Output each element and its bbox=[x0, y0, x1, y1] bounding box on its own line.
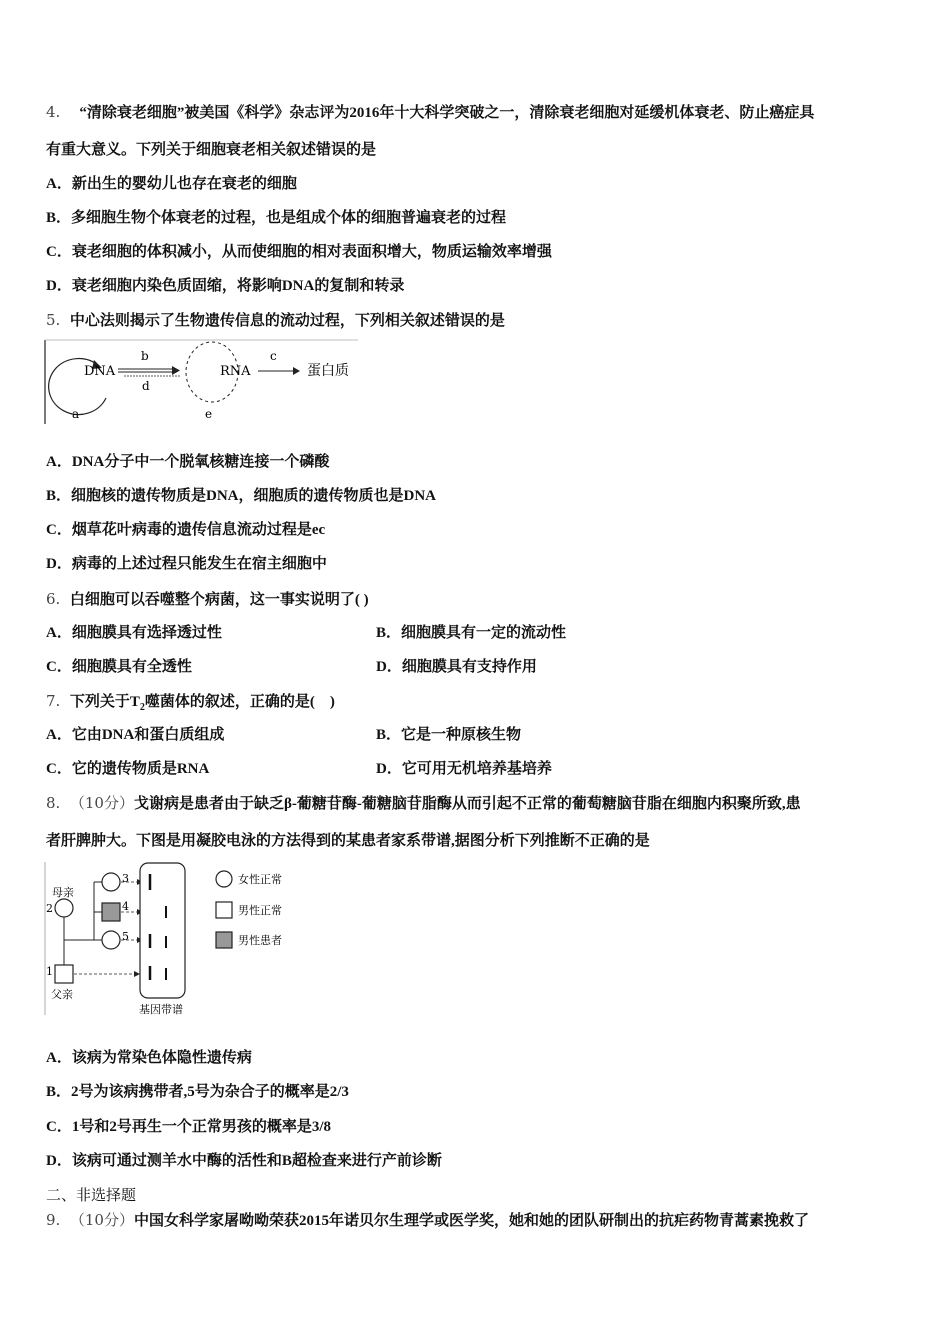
rna-label: RNA bbox=[220, 364, 251, 379]
q9-line1 bbox=[46, 1210, 809, 1231]
central-dogma-figure bbox=[44, 338, 360, 426]
father-symbol bbox=[55, 965, 73, 983]
child-3-symbol bbox=[102, 873, 120, 891]
q5-option-d: D．病毒的上述过程只能发生在宿主细胞中 bbox=[46, 556, 327, 572]
q7-stem-sub: 2 bbox=[139, 702, 145, 713]
gel-box bbox=[140, 863, 185, 998]
q6-option-c: C．细胞膜具有全透性 bbox=[46, 659, 192, 675]
q6-option-a: A．细胞膜具有选择透过性 bbox=[46, 625, 222, 641]
q4-option-b: B．多细胞生物个体衰老的过程，也是组成个体的细胞普遍衰老的过程 bbox=[46, 210, 507, 226]
legend-male-symbol bbox=[216, 902, 232, 918]
q6-stem: 白细胞可以吞噬整个病菌，这一事实说明了( ) bbox=[69, 592, 369, 608]
gel-label: 基因带谱 bbox=[139, 1003, 183, 1016]
translation-arrowhead bbox=[293, 367, 300, 375]
q9-score: （10分） bbox=[69, 1211, 134, 1229]
q6-option-b: B．细胞膜具有一定的流动性 bbox=[376, 625, 567, 641]
q6-option-d: D．细胞膜具有支持作用 bbox=[376, 659, 537, 675]
legend-male-label: 男性正常 bbox=[238, 904, 282, 917]
q4-stem-line1: “清除衰老细胞”被美国《科学》杂志评为2016年十大科学突破之一，清除衰老细胞对延缓机体衰老、防止癌症具 bbox=[79, 105, 815, 121]
q7-option-a: A．它由DNA和蛋白质组成 bbox=[46, 727, 225, 743]
q8-option-d: D．该病可通过测羊水中酶的活性和B超检查来进行产前诊断 bbox=[46, 1153, 442, 1169]
legend-patient-symbol bbox=[216, 932, 232, 948]
q4-option-c: C．衰老细胞的体积减小，从而使细胞的相对表面积增大，物质运输效率增强 bbox=[46, 244, 552, 260]
num-4: 4 bbox=[122, 900, 129, 913]
q8-score: （10分） bbox=[69, 794, 134, 812]
dna-label: DNA bbox=[84, 364, 116, 379]
q5-option-a: A．DNA分子中一个脱氧核糖连接一个磷酸 bbox=[46, 454, 330, 470]
father-label: 父亲 bbox=[51, 988, 73, 1001]
mother-symbol bbox=[55, 899, 73, 917]
q6-stem-line bbox=[46, 589, 369, 610]
q5-stem: 中心法则揭示了生物遗传信息的流动过程，下列相关叙述错误的是 bbox=[69, 313, 505, 329]
q5-option-b: B．细胞核的遗传物质是DNA，细胞质的遗传物质也是DNA bbox=[46, 488, 437, 504]
q7-stem-pre: 下列关于T bbox=[69, 694, 140, 710]
q7-stem-line bbox=[46, 691, 335, 718]
q4-number: 4. bbox=[46, 103, 61, 121]
legend-female-label: 女性正常 bbox=[238, 873, 282, 886]
mother-label: 母亲 bbox=[52, 886, 74, 899]
num-1: 1 bbox=[46, 965, 53, 978]
transcription-arrowhead bbox=[172, 366, 180, 375]
child-4-symbol bbox=[102, 903, 120, 921]
q8-option-b: B．2号为该病携带者,5号为杂合子的概率是2/3 bbox=[46, 1084, 349, 1100]
label-b: b bbox=[141, 349, 149, 363]
label-c: c bbox=[270, 349, 277, 363]
num-2: 2 bbox=[46, 902, 53, 915]
pedigree-gel-figure bbox=[44, 860, 294, 1020]
q8-option-a: A．该病为常染色体隐性遗传病 bbox=[46, 1050, 252, 1066]
num-5: 5 bbox=[122, 930, 129, 943]
q8-number: 8. bbox=[46, 794, 61, 812]
child-5-symbol bbox=[102, 931, 120, 949]
q8-option-c: C．1号和2号再生一个正常男孩的概率是3/8 bbox=[46, 1119, 332, 1135]
q7-option-d: D．它可用无机培养基培养 bbox=[376, 761, 552, 777]
label-e: e bbox=[205, 407, 213, 421]
q7-option-c: C．它的遗传物质是RNA bbox=[46, 761, 210, 777]
q5-number: 5. bbox=[46, 311, 61, 329]
legend-patient-label: 男性患者 bbox=[238, 934, 282, 947]
q7-number: 7. bbox=[46, 692, 61, 710]
label-d: d bbox=[142, 379, 150, 393]
legend-female-symbol bbox=[216, 871, 232, 887]
q4-option-d: D．衰老细胞内染色质固缩，将影响DNA的复制和转录 bbox=[46, 278, 405, 294]
protein-label: 蛋白质 bbox=[307, 363, 349, 379]
q5-option-c: C．烟草花叶病毒的遗传信息流动过程是ec bbox=[46, 522, 326, 538]
q7-option-b: B．它是一种原核生物 bbox=[376, 727, 522, 743]
label-a: a bbox=[72, 407, 80, 421]
q9-stem-line1: 中国女科学家屠呦呦荣获2015年诺贝尔生理学或医学奖，她和她的团队研制出的抗疟药物青蒿素挽救了 bbox=[133, 1213, 809, 1229]
section-heading: 二、非选择题 bbox=[46, 1186, 137, 1204]
q4-option-a: A．新出生的婴幼儿也存在衰老的细胞 bbox=[46, 176, 297, 192]
q4-stem-line2: 有重大意义。下列关于细胞衰老相关叙述错误的是 bbox=[46, 142, 377, 158]
q9-number: 9. bbox=[46, 1211, 61, 1229]
q8-stem-line1: 戈谢病是患者由于缺乏β-葡糖苷酶-葡糖脑苷脂酶从而引起不正常的葡萄糖脑苷脂在细胞内积聚所致,患 bbox=[133, 796, 801, 812]
num-3: 3 bbox=[122, 872, 129, 885]
q5-stem-line bbox=[46, 310, 505, 331]
q8-line1 bbox=[46, 793, 801, 814]
q8-stem-line2: 者肝脾肿大。下图是用凝胶电泳的方法得到的某患者家系带谱,据图分析下列推断不正确的是 bbox=[46, 833, 650, 849]
q7-stem-post: 噬菌体的叙述，正确的是( ) bbox=[144, 694, 335, 710]
q4-line1 bbox=[46, 102, 814, 123]
q6-number: 6. bbox=[46, 590, 61, 608]
